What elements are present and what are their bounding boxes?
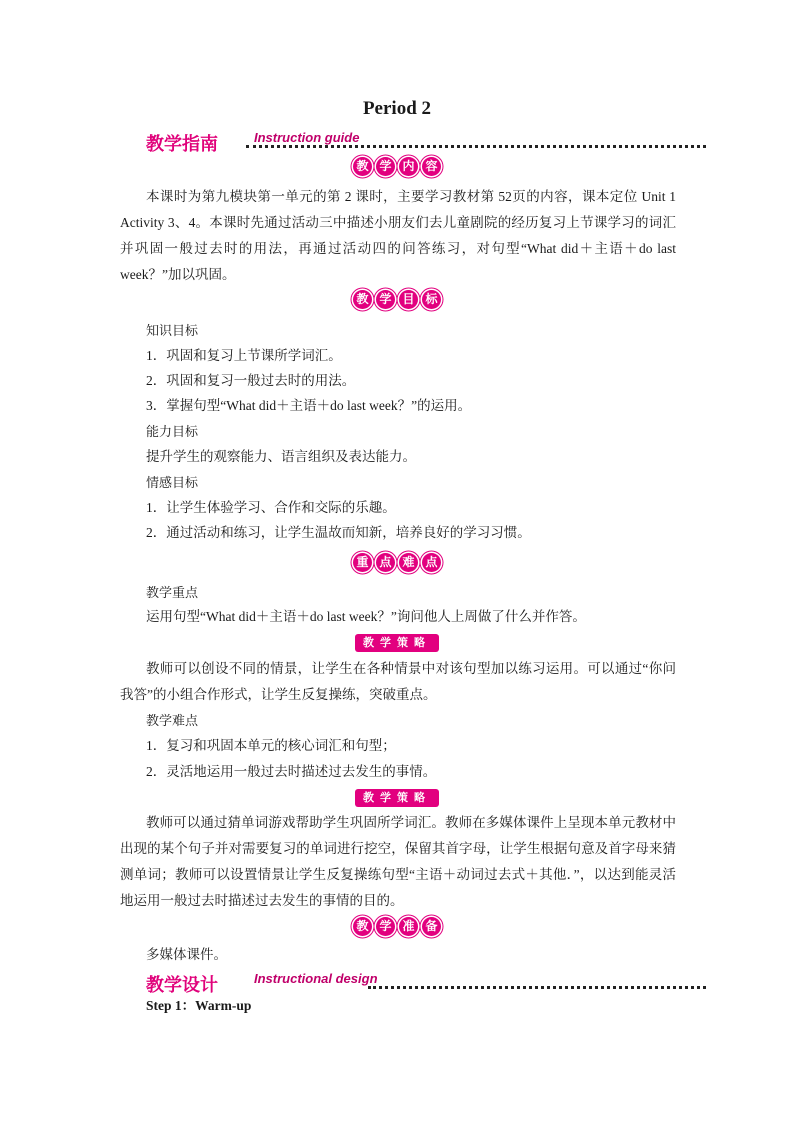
strategy-tag (0, 633, 794, 653)
difficulty-item: 2．灵活地运用一般过去时描述过去发生的事情。 (146, 764, 437, 779)
goal-item: 2．通过活动和练习，让学生温故而知新，培养良好的学习习惯。 (146, 525, 531, 540)
ability-goals-heading: 能力目标 (146, 424, 199, 439)
dotted-divider (368, 986, 706, 989)
badge-char: 学 (376, 290, 395, 309)
goal-item: 2．巩固和复习一般过去时的用法。 (146, 373, 356, 388)
badge-char: 标 (422, 290, 441, 309)
focus-text: 运用句型“What did＋主语＋do last week？”询问他人上周做了什么并作答。 (146, 609, 586, 624)
badge-char: 学 (376, 157, 395, 176)
section-title-zh: 教学指南 (146, 134, 218, 155)
badge-char: 内 (399, 157, 418, 176)
badge-char: 备 (422, 917, 441, 936)
intro-paragraph: 本课时为第九模块第一单元的第 2 课时，主要学习教材第 52页的内容，课本定位 Unit 1 Activity 3、4。本课时先通过活动三中描述小朋友们去儿童剧院的经历复习上节课学习的词汇并巩固一般过去时的用法，再通过活动四的问答练习，对句型“What did＋主语＋do last week？”加以巩固。 (120, 189, 676, 282)
strategy-tag-label: 教学策略 (355, 789, 439, 807)
badge-char: 教 (353, 917, 372, 936)
strategy-tag (0, 788, 794, 808)
section-title-en: Instruction guide (254, 130, 360, 145)
goal-item: 1．让学生体验学习、合作和交际的乐趣。 (146, 500, 396, 515)
badge-key-points (0, 553, 794, 579)
badge-char: 目 (399, 290, 418, 309)
badge-teaching-goals (0, 290, 794, 316)
dotted-divider (246, 145, 706, 148)
focus-strategy-paragraph: 教师可以创设不同的情景，让学生在各种情景中对该句型加以练习运用。可以通过“你问我答”的小组合作形式，让学生反复操练，突破重点。 (120, 661, 676, 702)
section-header-instruction-guide (146, 130, 706, 156)
prep-text: 多媒体课件。 (146, 947, 227, 962)
focus-heading: 教学重点 (146, 585, 199, 600)
section-title-en: Instructional design (254, 971, 378, 986)
strategy-tag-label: 教学策略 (355, 634, 439, 652)
badge-char: 难 (399, 553, 418, 572)
badge-char: 容 (422, 157, 441, 176)
difficulty-heading: 教学难点 (146, 713, 199, 728)
badge-char: 教 (353, 290, 372, 309)
badge-char: 点 (376, 553, 395, 572)
badge-char: 点 (422, 553, 441, 572)
page-title: Period 2 (362, 98, 432, 119)
emotion-goals-heading: 情感目标 (146, 475, 199, 490)
section-title-zh: 教学设计 (146, 975, 218, 996)
difficulty-strategy-paragraph: 教师可以通过猜单词游戏帮助学生巩固所学词汇。教师在多媒体课件上呈现本单元教材中出现的某个句子并对需要复习的单词进行挖空，保留其首字母，让学生根据句意及首字母来猜测单词；教师可以设置情景让学生反复操练句型“主语＋动词过去式＋其他．”，以达到能灵活地运用一般过去时描述过去发生的事情的目的。 (120, 815, 676, 908)
badge-char: 教 (353, 157, 372, 176)
badge-teaching-prep (0, 917, 794, 943)
badge-char: 准 (399, 917, 418, 936)
badge-char: 重 (353, 553, 372, 572)
goal-item: 1．巩固和复习上节课所学词汇。 (146, 348, 342, 363)
goal-item: 3．掌握句型“What did＋主语＋do last week？”的运用。 (146, 398, 472, 413)
step-heading: Step 1：Warm-up (146, 998, 252, 1013)
difficulty-item: 1．复习和巩固本单元的核心词汇和句型； (146, 738, 396, 753)
badge-teaching-content (0, 157, 794, 183)
badge-char: 学 (376, 917, 395, 936)
goal-item: 提升学生的观察能力、语言组织及表达能力。 (146, 449, 416, 464)
knowledge-goals-heading: 知识目标 (146, 323, 199, 338)
